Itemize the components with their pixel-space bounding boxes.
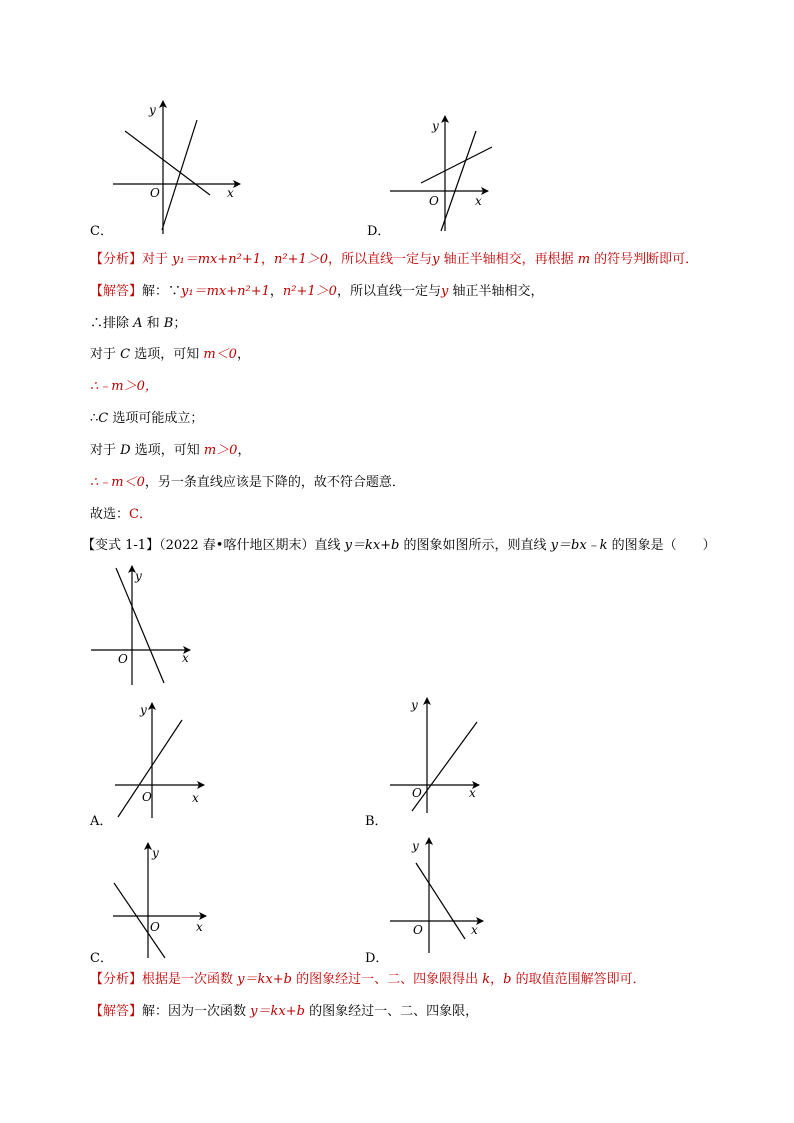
graph-line — [125, 131, 210, 195]
y-label: y — [411, 698, 418, 712]
graph-line — [421, 147, 492, 183]
x-label: x — [227, 186, 234, 200]
origin-label: O — [118, 652, 128, 666]
x-label: x — [469, 786, 476, 800]
option-c-label: C． — [90, 224, 113, 239]
x-label: x — [196, 920, 203, 934]
origin-label: O — [413, 923, 423, 937]
analysis-2: 【分析】根据是一次函数 y＝kx+b 的图象经过一、二、四象限得出 k，b 的取值范围解答即可． — [90, 972, 646, 987]
y-label: y — [149, 103, 156, 117]
y-label: y — [135, 569, 142, 583]
graph-option-d — [387, 835, 492, 955]
graph-option-c — [110, 840, 215, 960]
origin-label: O — [429, 194, 439, 208]
solution-2: 【解答】解：因为一次函数 y＝kx+b 的图象经过一、二、四象限， — [90, 1004, 479, 1019]
question-text: 【变式 1-1】（2022 春•喀什地区期末）直线 y＝kx+b 的图象如图所示，则直线 y＝bx﹣k 的图象是（ ） — [82, 538, 716, 553]
option-d2-label: D． — [365, 951, 389, 966]
graph-option-a — [112, 700, 212, 820]
graph-top-d — [385, 113, 500, 235]
graph-top-c — [105, 98, 250, 238]
solution-1-line-5: ∴C 选项可能成立； — [90, 411, 204, 426]
x-label: x — [182, 651, 189, 665]
y-label: y — [152, 846, 159, 860]
graph-line — [162, 120, 197, 230]
solution-1-line-4: ∴﹣m＞0， — [90, 379, 158, 394]
origin-label: O — [150, 920, 160, 934]
option-d-label: D． — [367, 224, 391, 239]
origin-label: O — [412, 786, 422, 800]
origin-label: O — [150, 186, 160, 200]
solution-1-line-7: ∴﹣m＜0，另一条直线应该是下降的，故不符合题意． — [90, 475, 405, 490]
solution-1-line-2: ∴排除 A 和 B； — [90, 316, 187, 331]
x-label: x — [475, 194, 482, 208]
x-label: x — [471, 923, 478, 937]
y-label: y — [412, 839, 419, 853]
graph-line — [416, 863, 465, 939]
solution-1-line-1: 【解答】解：∵y₁＝mx+n²+1，n²+1＞0，所以直线一定与y 轴正半轴相交， — [90, 284, 544, 299]
option-b-label: B． — [365, 814, 388, 829]
y-label: y — [432, 119, 439, 133]
origin-label: O — [142, 790, 152, 804]
solution-1-line-8: 故选：C． — [90, 507, 152, 522]
graph-question — [88, 563, 198, 688]
solution-1-line-3: 对于 C 选项，可知 m＜0， — [90, 347, 250, 362]
y-label: y — [140, 703, 147, 717]
x-label: x — [192, 791, 199, 805]
option-a-label: A． — [90, 814, 113, 829]
analysis-1: 【分析】对于 y₁＝mx+n²+1，n²+1＞0，所以直线一定与y 轴正半轴相交，再根据 m 的符号判断即可． — [90, 252, 699, 267]
solution-1-line-6: 对于 D 选项，可知 m＞0， — [90, 443, 251, 458]
graph-line — [441, 131, 476, 231]
graph-option-b — [387, 695, 487, 815]
option-c2-label: C． — [90, 951, 113, 966]
